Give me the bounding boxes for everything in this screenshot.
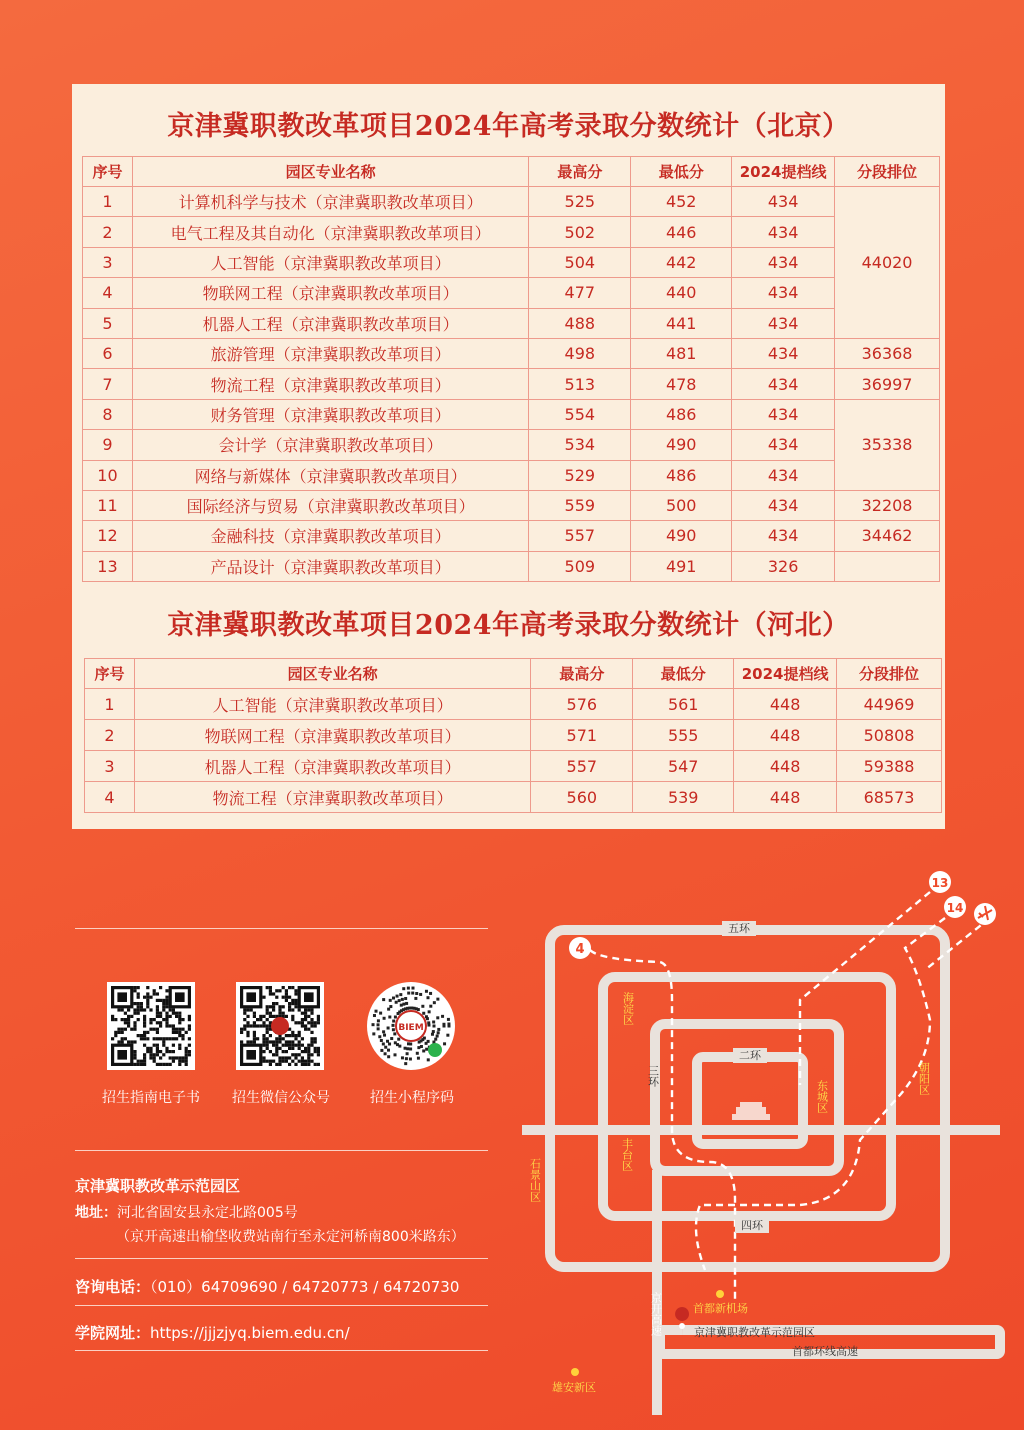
- cell-max: 557: [531, 751, 633, 782]
- address-line: [75, 1202, 298, 1222]
- cell-max: 559: [529, 490, 631, 520]
- cell-name: 人工智能（京津冀职教改革项目）: [134, 689, 530, 720]
- cell-max: 488: [529, 308, 631, 338]
- score-panel: [72, 84, 945, 829]
- cell-line: 434: [732, 430, 835, 460]
- cell-name: 人工智能（京津冀职教改革项目）: [132, 247, 528, 277]
- column-header: 序号: [83, 157, 133, 187]
- cell-name: 金融科技（京津冀职教改革项目）: [132, 521, 528, 551]
- column-header: 最低分: [631, 157, 732, 187]
- cell-min: 481: [631, 338, 732, 368]
- address-note: （京开高速出榆垡收费站南行至永定河桥南800米路东）: [116, 1229, 465, 1245]
- qr-label-miniprogram: 招生小程序码: [370, 1090, 454, 1106]
- address-label: 地址：: [75, 1205, 117, 1221]
- cell-min: 452: [631, 187, 732, 217]
- district-dongcheng: 东城区: [815, 1080, 829, 1113]
- column-header: 园区专业名称: [134, 659, 530, 689]
- cell-line: 434: [732, 490, 835, 520]
- cell-name: 物流工程（京津冀职教改革项目）: [134, 782, 530, 813]
- cell-line: 434: [732, 369, 835, 399]
- cell-no: 4: [83, 278, 133, 308]
- table-row: [83, 490, 940, 520]
- route-badge-13-label: 13: [931, 876, 949, 890]
- district-haidian: 海淀区: [621, 992, 635, 1025]
- cell-name: 会计学（京津冀职教改革项目）: [132, 430, 528, 460]
- column-header: 最高分: [531, 659, 633, 689]
- cell-min: 441: [631, 308, 732, 338]
- poi-park: 京津冀职教改革示范园区: [694, 1326, 815, 1339]
- table-row: [83, 308, 940, 338]
- cell-rank: 59388: [837, 751, 942, 782]
- table-row: [83, 217, 940, 247]
- district-chaoyang: 朝阳区: [917, 1062, 931, 1095]
- cell-name: 财务管理（京津冀职教改革项目）: [132, 399, 528, 429]
- road-jingkai: 京开高速: [649, 1292, 663, 1336]
- cell-min: 478: [631, 369, 732, 399]
- cell-line: 448: [734, 720, 837, 751]
- tiananmen-icon: [732, 1102, 770, 1120]
- cell-no: 3: [85, 751, 135, 782]
- airport-dot: [716, 1290, 724, 1298]
- cell-max: 529: [529, 460, 631, 490]
- poi-airport: 首都新机场: [693, 1302, 748, 1315]
- table-row: [83, 278, 940, 308]
- cell-name: 机器人工程（京津冀职教改革项目）: [132, 308, 528, 338]
- cell-min: 500: [631, 490, 732, 520]
- beijing-title: 京津冀职教改革项目2024年高考录取分数统计（北京）: [167, 111, 850, 142]
- cell-min: 490: [631, 521, 732, 551]
- cell-line: 448: [734, 689, 837, 720]
- qr-code-wechat[interactable]: [236, 982, 324, 1070]
- hebei-title: 京津冀职教改革项目2024年高考录取分数统计（河北）: [167, 610, 850, 641]
- cell-line: 434: [732, 460, 835, 490]
- cell-name: 旅游管理（京津冀职教改革项目）: [132, 338, 528, 368]
- ring-road-4: [603, 977, 891, 1216]
- cell-rank: 34462: [835, 521, 940, 551]
- cell-no: 4: [85, 782, 135, 813]
- table-row: [85, 689, 942, 720]
- table-header-row: [85, 659, 942, 689]
- cell-no: 5: [83, 308, 133, 338]
- column-header: 园区专业名称: [132, 157, 528, 187]
- cell-line: 448: [734, 782, 837, 813]
- cell-min: 490: [631, 430, 732, 460]
- cell-max: 502: [529, 217, 631, 247]
- divider-address: [75, 1258, 488, 1259]
- cell-min: 486: [631, 399, 732, 429]
- ring-label-5: 五环: [728, 922, 750, 935]
- website-label: 学院网址：: [75, 1324, 151, 1342]
- cell-no: 8: [83, 399, 133, 429]
- cell-rank: 44020: [835, 187, 940, 339]
- qr-label-wechat: 招生微信公众号: [232, 1090, 330, 1106]
- cell-max: 525: [529, 187, 631, 217]
- column-header: 2024提档线: [732, 157, 835, 187]
- table-row: [83, 460, 940, 490]
- column-header: 序号: [85, 659, 135, 689]
- table-row: [83, 399, 940, 429]
- cell-line: 326: [732, 551, 835, 581]
- address-text: 河北省固安县永定北路005号: [117, 1205, 298, 1221]
- cell-no: 7: [83, 369, 133, 399]
- divider-top: [75, 928, 488, 929]
- divider-bottom: [75, 1350, 488, 1351]
- miniprogram-icon: [428, 1043, 442, 1057]
- column-header: 分段排位: [837, 659, 942, 689]
- cell-no: 1: [85, 689, 135, 720]
- cell-max: 571: [531, 720, 633, 751]
- column-header: 2024提档线: [734, 659, 837, 689]
- divider-phone: [75, 1305, 488, 1306]
- cell-max: 560: [531, 782, 633, 813]
- table-row: [83, 187, 940, 217]
- cell-rank: 35338: [835, 399, 940, 490]
- cell-rank: 44969: [837, 689, 942, 720]
- cell-no: 2: [85, 720, 135, 751]
- cell-line: 434: [732, 399, 835, 429]
- ring-label-3: 三环: [646, 1065, 660, 1087]
- cell-name: 国际经济与贸易（京津冀职教改革项目）: [132, 490, 528, 520]
- phone-line: [75, 1276, 459, 1297]
- cell-min: 555: [633, 720, 734, 751]
- cell-line: 434: [732, 247, 835, 277]
- phone-label: 咨询电话：: [75, 1278, 151, 1296]
- subway-line-13: [800, 892, 930, 1085]
- ring-label-4: 四环: [741, 1219, 763, 1232]
- cell-line: 434: [732, 521, 835, 551]
- cell-name: 机器人工程（京津冀职教改革项目）: [134, 751, 530, 782]
- cell-no: 12: [83, 521, 133, 551]
- xiongan-dot: [571, 1368, 579, 1376]
- qr-pattern: [236, 982, 324, 1070]
- cell-min: 486: [631, 460, 732, 490]
- cell-name: 网络与新媒体（京津冀职教改革项目）: [132, 460, 528, 490]
- column-header: 最低分: [633, 659, 734, 689]
- cell-rank: 68573: [837, 782, 942, 813]
- table-row: [83, 338, 940, 368]
- cell-name: 产品设计（京津冀职教改革项目）: [132, 551, 528, 581]
- cell-line: 434: [732, 338, 835, 368]
- cell-no: 10: [83, 460, 133, 490]
- cell-max: 498: [529, 338, 631, 368]
- cell-rank: 36368: [835, 338, 940, 368]
- website-link[interactable]: https://jjjzjyq.biem.edu.cn/: [150, 1324, 350, 1342]
- road-capital-ring: 首都环线高速: [792, 1345, 858, 1358]
- hebei-score-table: [84, 658, 942, 813]
- cell-name: 电气工程及其自动化（京津冀职教改革项目）: [132, 217, 528, 247]
- cell-name: 物流工程（京津冀职教改革项目）: [132, 369, 528, 399]
- table-row: [83, 521, 940, 551]
- cell-min: 442: [631, 247, 732, 277]
- cell-min: 561: [633, 689, 734, 720]
- table-row: [83, 551, 940, 581]
- cell-min: 547: [633, 751, 734, 782]
- location-map: [520, 860, 1020, 1420]
- cell-name: 计算机科学与技术（京津冀职教改革项目）: [132, 187, 528, 217]
- qr-label-ebook: 招生指南电子书: [102, 1090, 200, 1106]
- table-row: [85, 782, 942, 813]
- cell-name: 物联网工程（京津冀职教改革项目）: [134, 720, 530, 751]
- poi-xiongan: 雄安新区: [552, 1381, 596, 1394]
- cell-max: 509: [529, 551, 631, 581]
- qr-code-miniprogram[interactable]: [367, 982, 455, 1070]
- district-shijingshan: 石景山区: [528, 1158, 542, 1202]
- cell-rank: 32208: [835, 490, 940, 520]
- route-badge-14: [944, 896, 966, 918]
- cell-max: 554: [529, 399, 631, 429]
- cell-max: 477: [529, 278, 631, 308]
- column-header: 最高分: [529, 157, 631, 187]
- table-row: [83, 247, 940, 277]
- route-badge-14-label: 14: [946, 901, 964, 915]
- cell-min: 440: [631, 278, 732, 308]
- column-header: 分段排位: [835, 157, 940, 187]
- qr-pattern: [107, 982, 195, 1070]
- route-badge-4: [569, 937, 591, 959]
- cell-min: 539: [633, 782, 734, 813]
- website-line: [75, 1322, 350, 1343]
- cell-no: 9: [83, 430, 133, 460]
- cell-rank: 50808: [837, 720, 942, 751]
- table-row: [85, 751, 942, 782]
- route-badge-13: [929, 871, 951, 893]
- cell-no: 13: [83, 551, 133, 581]
- cell-line: 434: [732, 217, 835, 247]
- beijing-score-table: [82, 156, 940, 582]
- route-badge-4-label: 4: [575, 942, 585, 957]
- phone-text: （010）64709690 / 64720773 / 64720730: [150, 1278, 460, 1296]
- cell-line: 434: [732, 308, 835, 338]
- table-row: [83, 369, 940, 399]
- cell-min: 446: [631, 217, 732, 247]
- org-name: 京津冀职教改革示范园区: [75, 1177, 241, 1195]
- cell-name: 物联网工程（京津冀职教改革项目）: [132, 278, 528, 308]
- table-header-row: [83, 157, 940, 187]
- cell-line: 434: [732, 187, 835, 217]
- airplane-icon: [974, 903, 996, 925]
- cell-max: 504: [529, 247, 631, 277]
- table-row: [85, 720, 942, 751]
- cell-line: 448: [734, 751, 837, 782]
- divider-mid: [75, 1150, 488, 1151]
- cell-max: 576: [531, 689, 633, 720]
- qr-pattern: [367, 982, 455, 1070]
- cell-max: 557: [529, 521, 631, 551]
- ring-label-2: 二环: [739, 1049, 761, 1062]
- cell-no: 6: [83, 338, 133, 368]
- cell-min: 491: [631, 551, 732, 581]
- cell-max: 534: [529, 430, 631, 460]
- cell-line: 434: [732, 278, 835, 308]
- cell-no: 3: [83, 247, 133, 277]
- district-fengtai: 丰台区: [620, 1138, 634, 1171]
- cell-no: 11: [83, 490, 133, 520]
- table-row: [83, 430, 940, 460]
- cell-rank: 36997: [835, 369, 940, 399]
- qr-code-ebook[interactable]: [107, 982, 195, 1070]
- cell-max: 513: [529, 369, 631, 399]
- cell-no: 2: [83, 217, 133, 247]
- biem-logo-text: BIEM: [398, 1023, 424, 1033]
- cell-rank: [835, 551, 940, 581]
- cell-no: 1: [83, 187, 133, 217]
